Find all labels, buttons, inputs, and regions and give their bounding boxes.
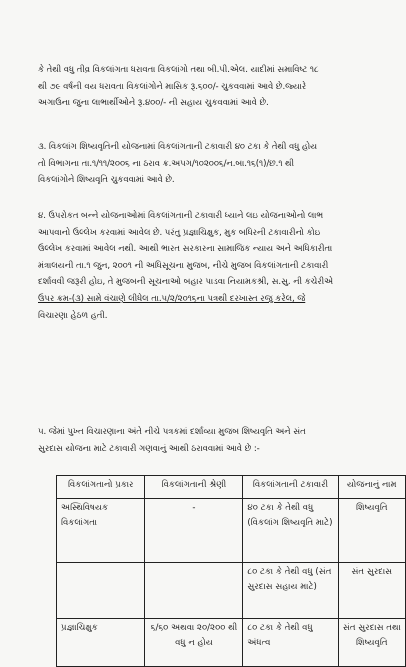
paragraph-4 [38, 424, 390, 457]
text-line: ઉલ્લેખ કરવામાં આવેલ નથી. આથી ભારત સરકારના સામાજિક ન્યાય અને અધિકારીતા [38, 244, 333, 255]
table-cell: - [145, 499, 243, 563]
table-cell: ૪૦ ટકા કે તેથી વધુ (વિકલાંગ શિષ્યવૃતિ માટે) [243, 499, 338, 563]
text-line: કે તેથી વધુ તીવ્ર વિકલાંગતા ધરાવતા વિકલાંગો તથા બી.પી.એલ. યાદીમાં સમાવિષ્ટ ૧૮ [38, 65, 319, 75]
text-line: તો વિભાગના તા.૧/૧૧/૨૦૦૬ ના ઠરાવ ક્ર.અપગ/૧૦૨૦૦૬/ન.બા.૧૬(૧)/છ.૧ થી [38, 158, 295, 169]
header-disability-type: વિકલાંગતાનો પ્રકાર [57, 476, 145, 499]
text-line: દર્શાવવી જરૂરી હોઇ, તે મુજબની સૂચનાઓ બહાર પાડવા નિયામકશ્રી, સ.સુ. ની કચેરીએ [38, 277, 334, 288]
text-line: ૩. વિકલાંગ શિષ્યવૃતિની યોજનામાં વિકલાંગતાની ટકાવારી ૪૦ ટકા કે તેથી વધુ હોય [38, 142, 318, 152]
header-scheme-name: યોજનાનું નામ [338, 476, 405, 499]
text-line: આપવાનો ઉલ્લેખ કરવામાં આવેલ છે. પરંતુ પ્રજ્ઞાચિક્ષુક, મુક બધિરની ટકાવારીનો કોઇ [38, 227, 321, 238]
text-line: સુરદાસ યોજના માટે ટકાવારી ગણવાનું આથી ઠરાવવામાં આવે છે :- [38, 443, 260, 454]
text-line: મંત્રાલયની તા.૧ જુન, ૨૦૦૧ ની અધિસૂચના મુજબ, નીચે મુજબ વિકલાંગતાની ટકાવારી [38, 260, 329, 271]
paragraph-1 [38, 62, 390, 112]
table-cell: સંત સુરદાસ [338, 563, 405, 619]
text-line: ઉપર ક્રમ-(૩) સામે વંચાણે લીધેલ તા.૫/૨/૨૦૧૬ના પત્રથી દરખાસ્ત રજુ કરેલ, જે [38, 293, 306, 304]
table-cell: ૬/૬૦ અથવા ૨૦/૨૦૦ થી વધુ ન હોય [145, 619, 243, 667]
table-row [57, 563, 406, 619]
text-line: ૪. ઉપરોકત બન્ને યોજનાઓમાં વિકલાંગતાની ટકાવારી ધ્યાને લઇ યોજનાઓનો લાભ [38, 211, 324, 221]
paragraph-3 [38, 208, 390, 324]
table-cell: ૮૦ ટકા કે તેથી વધુ અંધત્વ [243, 619, 338, 667]
schemes-table [56, 475, 406, 667]
table-cell: ૮૦ ટકા કે તેથી વધુ (સંત સુરદાસ સહાય માટે) [243, 563, 338, 619]
table-cell [145, 563, 243, 619]
paragraph-2 [38, 139, 390, 189]
table-cell: સંત સુરદાસ તથા શિષ્યવૃતિ [338, 619, 405, 667]
text-line: ૫. જેમાં પુખ્ત વિચારણાના અંતે નીચે પત્રકમાં દર્શાવ્યા મુજબ શિષ્યવૃતિ અને સંત [38, 427, 306, 437]
text-line: થી ૭૯ વર્ષની વય ધરાવતા વિકલાંગોને માસિક રૂ.૬૦૦/- ચુકવવામાં આવે છે.જ્યારે [38, 81, 307, 92]
table-cell: શિષ્યવૃતિ [338, 499, 405, 563]
table-header-row [57, 476, 406, 499]
header-disability-category: વિકલાંગતાની શ્રેણી [145, 476, 243, 499]
text-line: વિકલાંગોને શિષ્યવૃતિ ચુકવવામાં આવે છે. [38, 175, 175, 186]
text-line: વિચારણા હેઠળ હતી. [38, 310, 108, 321]
header-disability-percentage: વિકલાંગતાની ટકાવારી [243, 476, 338, 499]
table-cell [57, 563, 145, 619]
text-line: અગાઉના જુના લાભાર્થીઓને રૂ.૪૦૦/- ની સહાય ચુકવવામાં આવે છે. [38, 98, 269, 109]
table-cell: પ્રજ્ઞાચિક્ષુક [57, 619, 145, 667]
table-cell: અસ્થિવિષયક વિકલાંગતા [57, 499, 145, 563]
table-row [57, 619, 406, 667]
table-row [57, 499, 406, 563]
